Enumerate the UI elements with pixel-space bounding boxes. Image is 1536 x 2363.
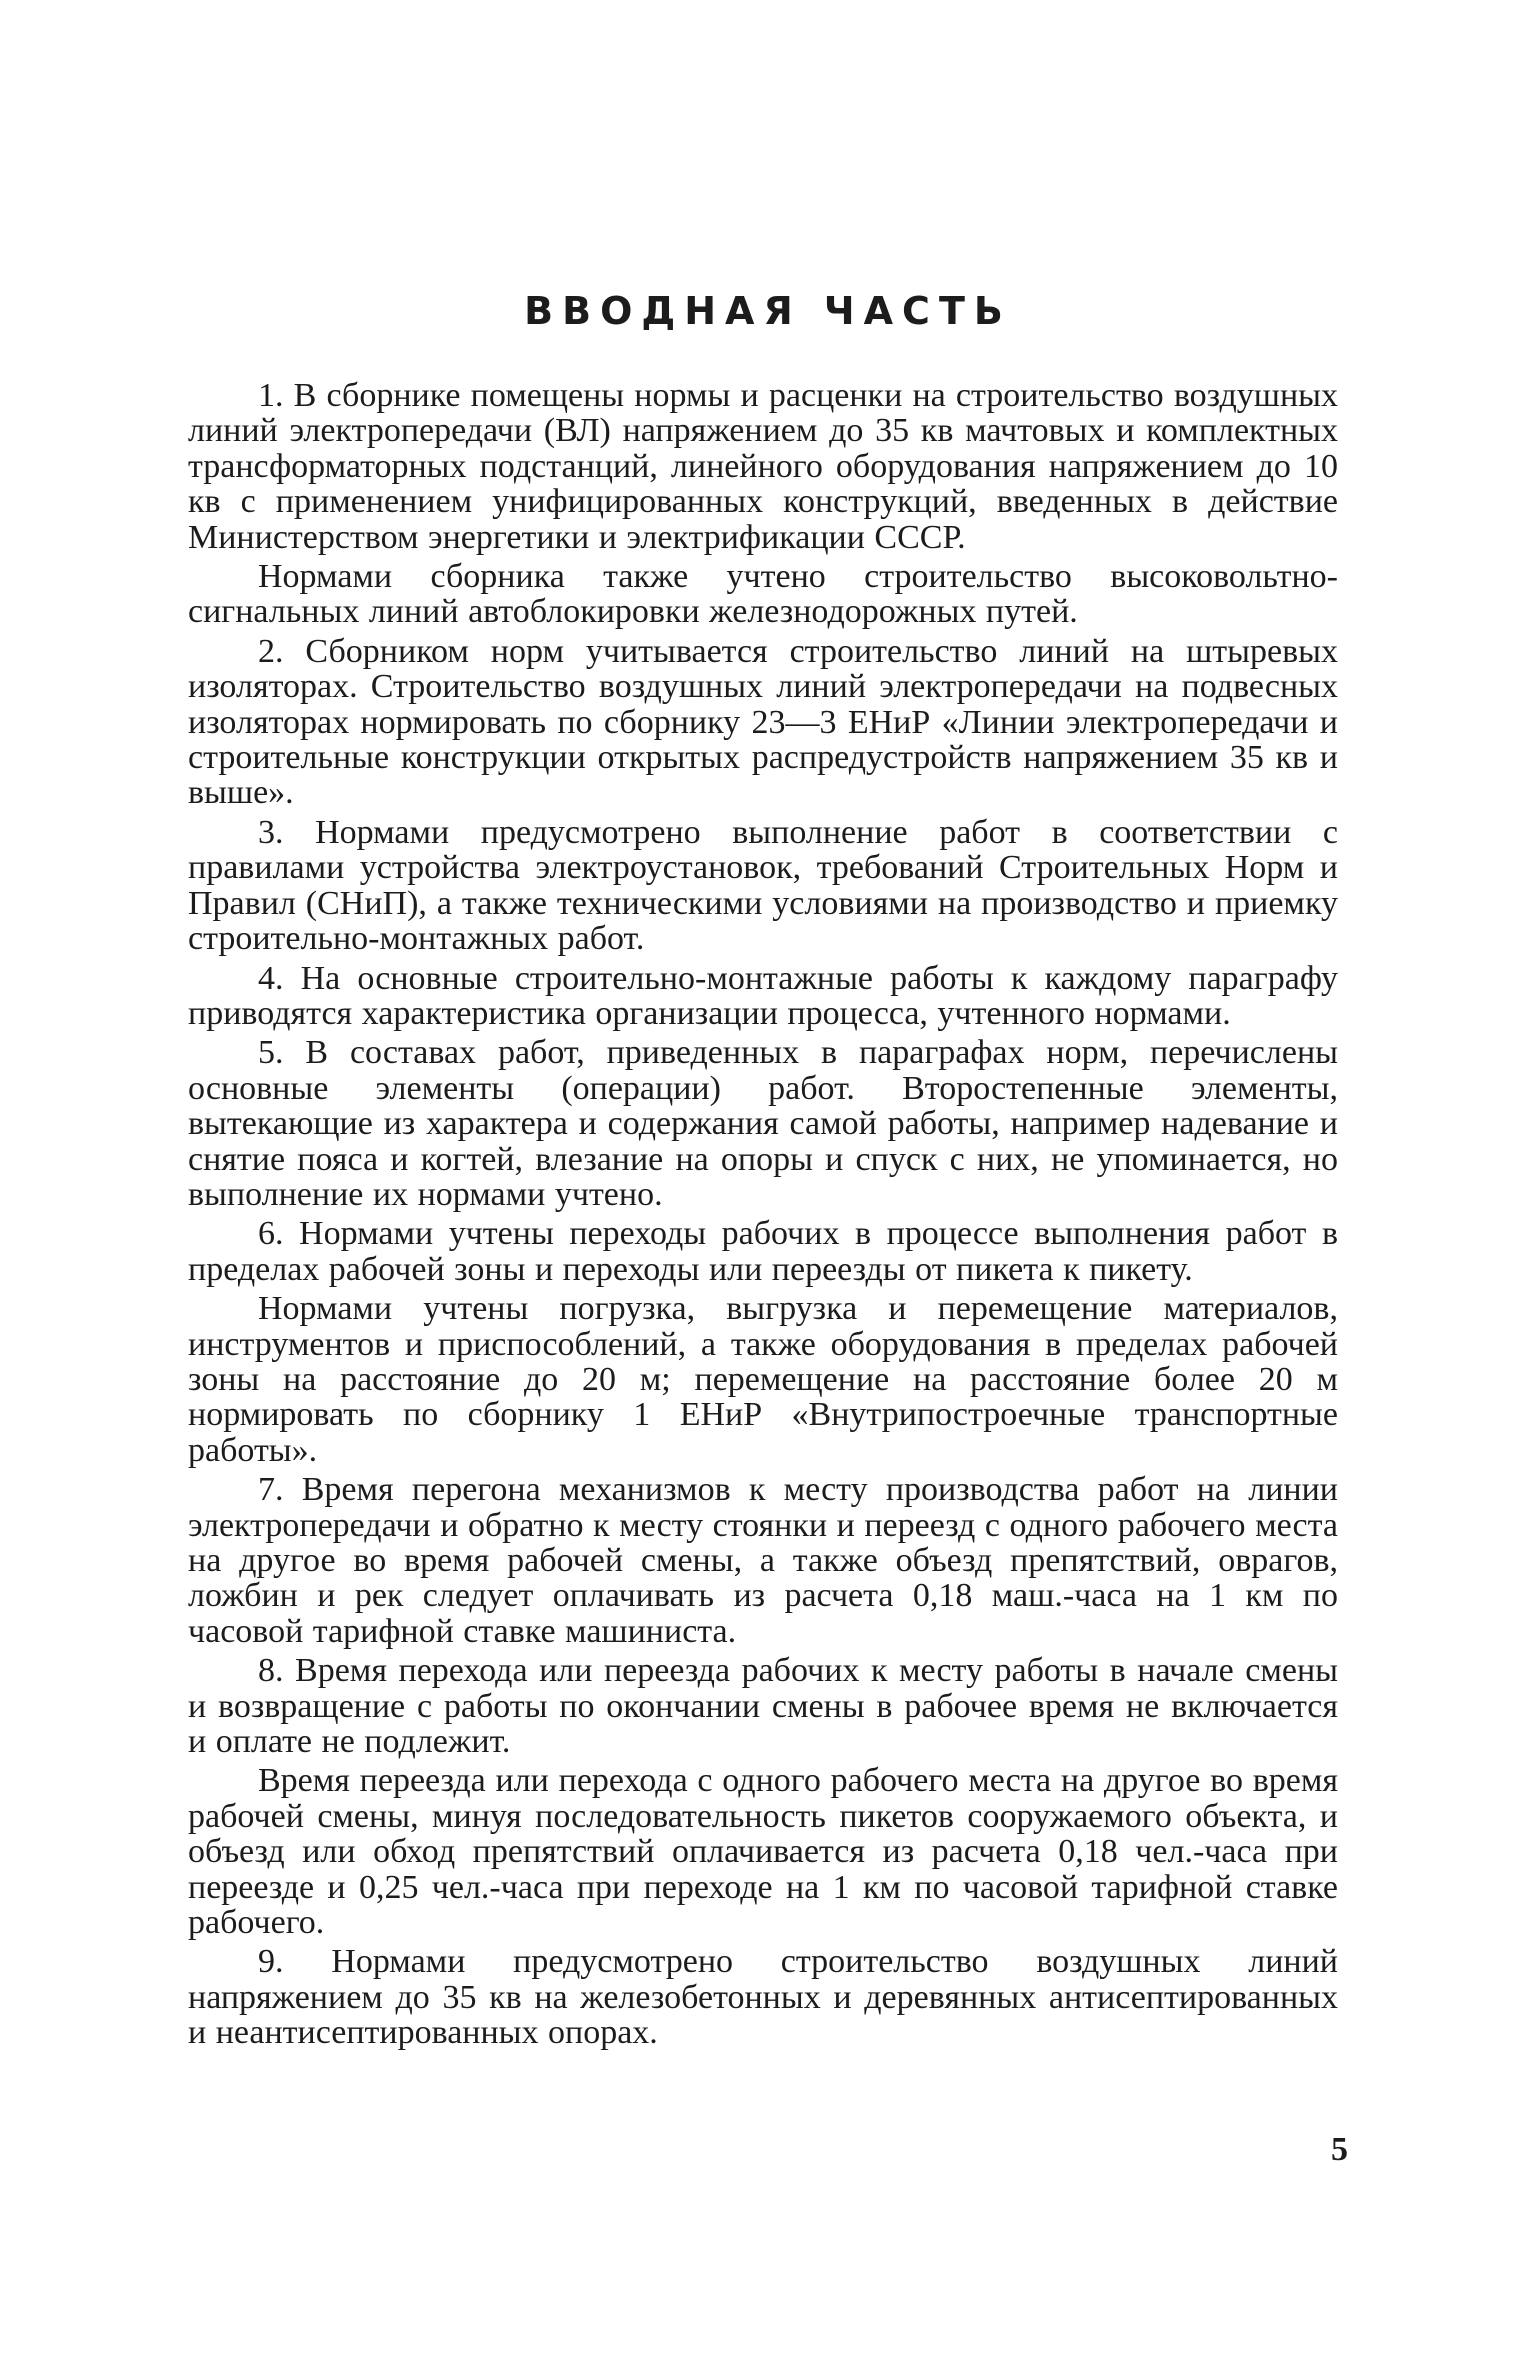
paragraph-8-note: Время переезда или перехода с одного рабочего места на другое во время рабочей смены, минуя последовательность пикетов сооружаемого объекта, и объезд или обход препятствий оплачивается из расчета 0,18 чел.-часа при переезде и 0,25 чел.-часа при переходе на 1 км по часовой тарифной ставке рабочего.	[188, 1762, 1338, 1942]
paragraph-6-note: Нормами учтены погрузка, выгрузка и перемещение материалов, инструментов и приспособлений, а также оборудования в пределах рабочей зоны на расстояние до 20 м; перемещение на расстояние более 20 м нормировать по сборнику 1 ЕНиР «Внутрипостроечные транспортные работы».	[188, 1290, 1338, 1469]
page-number: 5	[1331, 2131, 1348, 2168]
paragraph-5: 5. В составах работ, приведенных в параграфах норм, перечислены основные элементы (операции) работ. Второстепенные элементы, вытекающие из характера и содержания самой работы, например надевание и снятие пояса и когтей, влезание на опоры и спуск с них, не упоминается, но выполнение их нормами учтено.	[188, 1034, 1338, 1213]
paragraph-9: 9. Нормами предусмотрено строительство воздушных линий напряжением до 35 кв на железобетонных и деревянных антисептированных и неантисептированных опорах.	[188, 1943, 1338, 2052]
section-title: ВВОДНАЯ ЧАСТЬ	[524, 289, 1012, 333]
paragraph-2: 2. Сборником норм учитывается строительство линий на штыревых изоляторах. Строительство воздушных линий электропередачи на подвесных изоляторах нормировать по сборнику 23—3 ЕНиР «Линии электропередачи и строительные конструкции открытых распредустройств напряжением 35 кв и выше».	[188, 632, 1338, 812]
paragraph-1-note: Нормами сборника также учтено строительство высоковольтно-сигнальных линий автоблокировки железнодорожных путей.	[188, 558, 1338, 631]
paragraph-4: 4. На основные строительно-монтажные работы к каждому параграфу приводятся характеристика организации процесса, учтенного нормами.	[188, 959, 1338, 1032]
paragraph-7: 7. Время перегона механизмов к месту производства работ на линии электропередачи и обратно к месту стоянки и переезд с одного рабочего места на другое во время рабочей смены, а также объезд препятствий, оврагов, ложбин и рек следует оплачивать из расчета 0,18 маш.-часа на 1 км по часовой тарифной ставке машиниста.	[188, 1471, 1338, 1650]
paragraph-6: 6. Нормами учтены переходы рабочих в процессе выполнения работ в пределах рабочей зоны и переходы или переезды от пикета к пикету.	[188, 1215, 1338, 1288]
body-text	[188, 378, 1338, 2055]
paragraph-1: 1. В сборнике помещены нормы и расценки на строительство воздушных линий электропередачи (ВЛ) напряжением до 35 кв мачтовых и комплектных трансформаторных подстанций, линейного оборудования напряжением до 10 кв с применением унифицированных конструкций, введенных в действие Министерством энергетики и электрификации СССР.	[188, 377, 1338, 556]
paragraph-8: 8. Время перехода или переезда рабочих к месту работы в начале смены и возвращение с работы по окончании смены в рабочее время не включается и оплате не подлежит.	[188, 1652, 1338, 1761]
paragraph-3: 3. Нормами предусмотрено выполнение работ в соответствии с правилами устройства электроустановок, требований Строительных Норм и Правил (СНиП), а также техническими условиями на производство и приемку строительно-монтажных работ.	[188, 813, 1338, 958]
